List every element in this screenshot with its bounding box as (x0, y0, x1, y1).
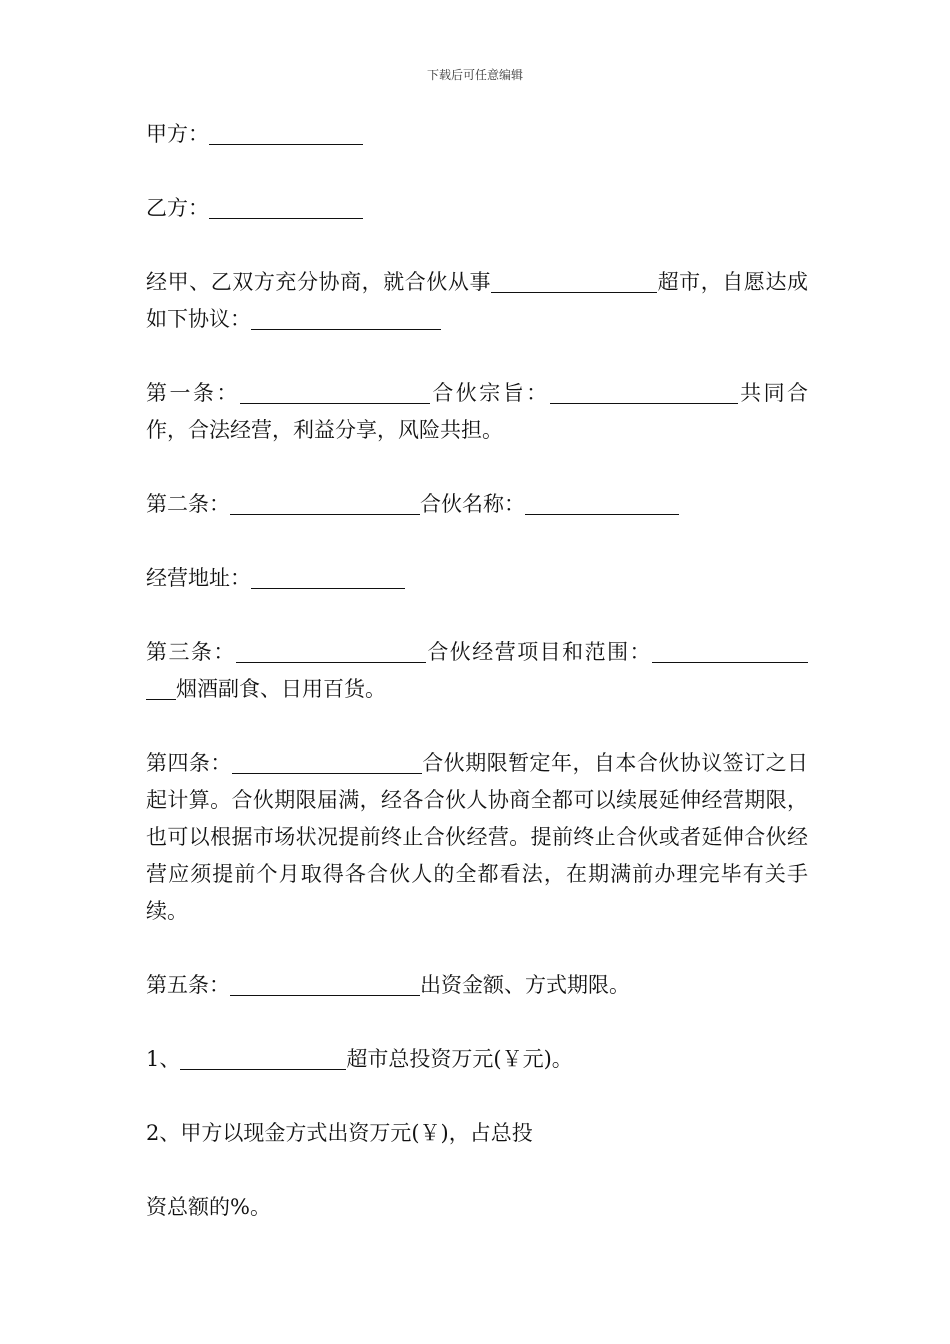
party-b-blank (209, 196, 363, 219)
article-3-text-2: 烟酒副食、日用百货。 (176, 677, 386, 701)
agreement-blank (251, 307, 441, 330)
party-b-line (146, 190, 808, 227)
address-line (146, 560, 808, 597)
partnership-name-blank (525, 492, 679, 515)
item-1-text: 超市总投资万元(￥元)。 (346, 1047, 573, 1071)
article-2 (146, 486, 808, 523)
article-4-label: 第四条： (146, 751, 232, 775)
article-1 (146, 375, 808, 449)
article-3-text: 合伙经营项目和范围： (425, 640, 653, 664)
purpose-blank (550, 381, 738, 404)
item-2-text: 2、甲方以现金方式出资万元(￥)，占总投 (146, 1121, 533, 1145)
article-2-text: 合伙名称： (420, 492, 525, 516)
article-1-text: 合伙宗旨： (429, 381, 550, 405)
item-2-text-2: 资总额的%。 (146, 1195, 271, 1219)
article-5-label: 第五条： (146, 973, 230, 997)
article-5-text: 出资金额、方式期限。 (420, 973, 630, 997)
page-header: 下载后可任意编辑 (426, 68, 523, 82)
article-2-blank (230, 492, 420, 515)
business-blank (491, 270, 657, 293)
article-4-text: 合伙期限暂定年，自本合伙协议签订之日起计算。合伙期限届满，经各合伙人协商全都可以续展延伸经营期限，也可以根据市场状况提前终止合伙经营。提前终止合伙或者延伸合伙经营应须提前个月取得各合伙人的全都看法，在期满前办理完毕有关手续。 (146, 751, 809, 923)
article-2-label: 第二条： (146, 492, 230, 516)
item-1-number: 1、 (146, 1047, 181, 1071)
article-4 (146, 745, 808, 930)
intro-paragraph (146, 264, 808, 338)
party-a-label: 甲方： (146, 122, 209, 146)
party-b-label: 乙方： (146, 196, 209, 220)
article-3 (146, 634, 808, 708)
scope-blank-1 (652, 640, 808, 663)
article-5 (146, 967, 808, 1004)
item-1 (146, 1041, 808, 1078)
article-1-text-2: 共同合作，合法经营，利益分享，风险共担。 (146, 381, 809, 442)
scope-blank-2 (146, 677, 176, 700)
party-a-blank (209, 122, 363, 145)
article-1-blank (240, 381, 430, 404)
item-2-continued (146, 1189, 808, 1226)
item-2 (146, 1115, 808, 1152)
address-label: 经营地址： (146, 566, 251, 590)
party-a-line (146, 116, 808, 153)
article-3-label: 第三条： (146, 640, 236, 664)
document-body (146, 116, 808, 1263)
intro-text-1: 经甲、乙双方充分协商，就合伙从事 (146, 270, 492, 294)
article-4-blank (232, 751, 422, 774)
article-1-label: 第一条： (146, 381, 240, 405)
article-5-blank (230, 973, 420, 996)
intro-text-2: 超市，自愿达成如下协议： (146, 270, 809, 331)
address-blank (251, 566, 405, 589)
item-1-blank (180, 1047, 346, 1070)
article-3-blank (236, 640, 426, 663)
